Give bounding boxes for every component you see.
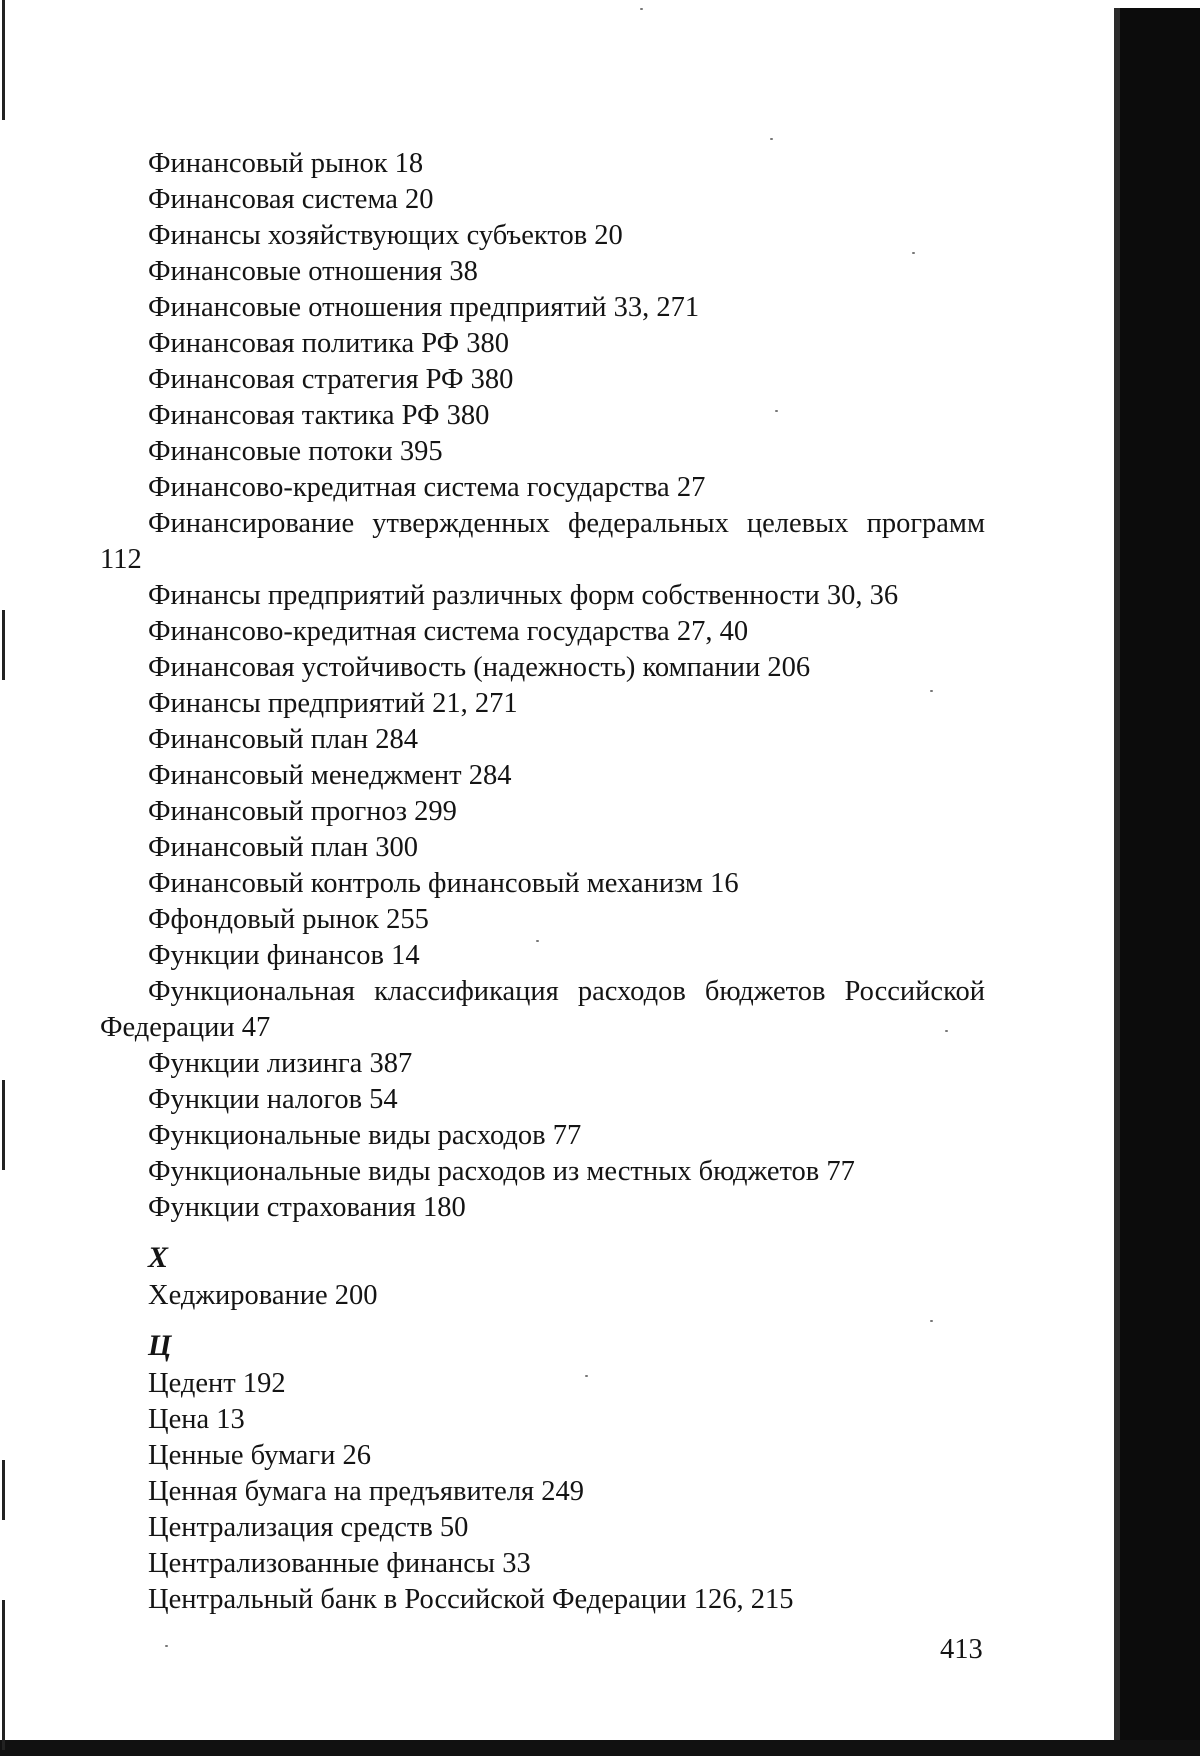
index-entry: Финансовые отношения 38	[148, 256, 478, 287]
index-entry: Финансовый план 300	[148, 832, 419, 863]
index-entry: Финансы предприятий 21, 271	[148, 688, 518, 719]
index-entry: Финансовый контроль финансовый механизм 16	[148, 868, 739, 899]
scan-shadow-bottom	[0, 1740, 1200, 1756]
index-entry: Централизация средств 50	[148, 1512, 469, 1543]
index-entry: Централизованные финансы 33	[148, 1548, 531, 1579]
index-entry: Финансовая система 20	[148, 184, 434, 215]
index-entry: Финансовая стратегия РФ 380	[148, 364, 514, 395]
scan-mark-left	[2, 610, 5, 680]
index-entry: Функциональные виды расходов 77	[148, 1120, 582, 1151]
index-entry: Финансовый менеджмент 284	[148, 760, 512, 791]
index-entry: Функциональные виды расходов из местных бюджетов 77	[148, 1156, 855, 1187]
index-entry: Хеджирование 200	[148, 1280, 378, 1311]
index-entry: Ценная бумага на предъявителя 249	[148, 1476, 585, 1507]
scan-mark-left	[2, 1080, 5, 1170]
index-entry: Функции лизинга 387	[148, 1048, 413, 1079]
scan-mark-left	[2, 1460, 5, 1520]
scan-speck	[165, 1645, 168, 1647]
index-entry: Финансы предприятий различных форм собственности 30, 36	[148, 580, 899, 611]
page-number: 413	[940, 1634, 983, 1665]
index-entry: Функции финансов 14	[148, 940, 420, 971]
index-entry: Финансово-кредитная система государства 27	[148, 472, 706, 503]
index-entry: Ценные бумаги 26	[148, 1440, 372, 1471]
index-entry: Финансовый прогноз 299	[148, 796, 457, 827]
scan-mark-left	[2, 0, 5, 120]
index-entry: Финансовый план 284	[148, 724, 419, 755]
index-entry: Финансовая устойчивость (надежность) компании 206	[148, 652, 811, 683]
subject-index	[100, 146, 985, 1618]
index-entry: Финансово-кредитная система государства 27, 40	[148, 616, 749, 647]
index-letter-heading: Ц	[148, 1329, 172, 1362]
scan-shadow-right-inner	[1114, 8, 1120, 1756]
index-entry: Цедент 192	[148, 1368, 286, 1399]
index-entry: Финансовые потоки 395	[148, 436, 443, 467]
index-entry: Ффондовый рынок 255	[148, 904, 429, 935]
scan-mark-left	[2, 1600, 5, 1750]
index-entry: Центральный банк в Российской Федерации 126, 215	[148, 1584, 794, 1615]
scan-speck	[770, 138, 773, 140]
index-entry: Финансовые отношения предприятий 33, 271	[148, 292, 700, 323]
index-entry: Функциональная классификация расходов бюджетов Российской Федерации 47	[100, 976, 985, 1043]
index-entry: Финансы хозяйствующих субъектов 20	[148, 220, 623, 251]
scan-speck	[640, 8, 643, 10]
index-entry: Функции налогов 54	[148, 1084, 398, 1115]
scan-shadow-right	[1116, 8, 1200, 1756]
index-entry: Финансирование утвержденных федеральных целевых программ 112	[100, 508, 985, 575]
index-entry: Финансовый рынок 18	[148, 148, 424, 179]
index-entry: Функции страхования 180	[148, 1192, 466, 1223]
index-entry: Цена 13	[148, 1404, 245, 1435]
index-entry: Финансовая тактика РФ 380	[148, 400, 490, 431]
index-entry: Финансовая политика РФ 380	[148, 328, 510, 359]
index-letter-heading: Х	[148, 1241, 169, 1274]
